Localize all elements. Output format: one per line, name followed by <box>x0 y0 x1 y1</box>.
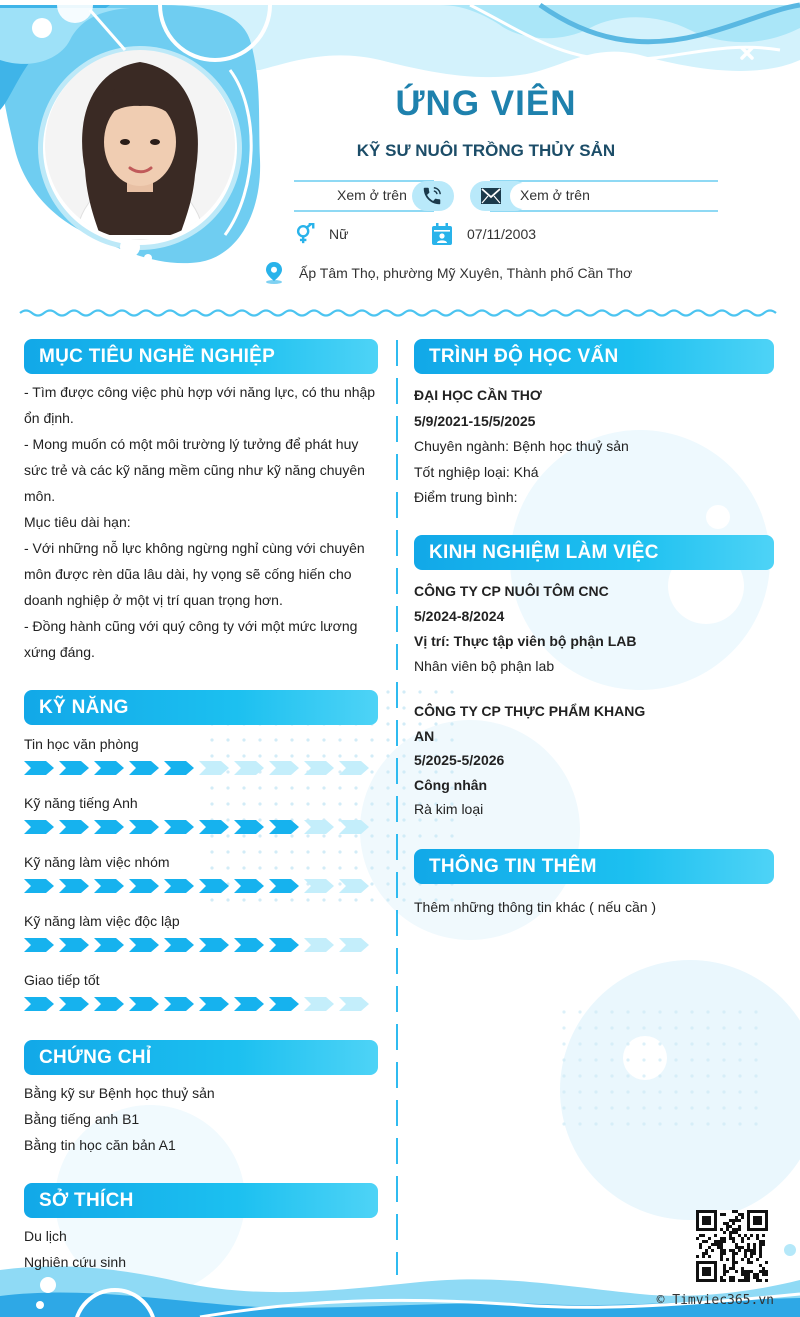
experience-job-1 <box>414 579 774 679</box>
phone-icon <box>421 185 443 207</box>
hobby-item: Du lịch <box>24 1228 67 1244</box>
career-goal-line: - Tìm được công việc phù hợp với năng lực, có thu nhập <box>24 384 376 400</box>
education-gpa: Điểm trung bình: <box>414 489 518 505</box>
certificates-text <box>24 1080 378 1158</box>
education-school: ĐẠI HỌC CẦN THƠ <box>414 387 542 403</box>
skill-chevron-filled <box>24 997 54 1011</box>
skill-chevron-filled <box>59 938 89 952</box>
email-value: Xem ở trên <box>520 187 590 203</box>
skill-chevron-filled <box>94 820 124 834</box>
avatar <box>45 50 235 240</box>
skill-chevron-filled <box>164 879 194 893</box>
skill-chevron-empty <box>304 761 334 775</box>
close-icon <box>738 44 756 120</box>
skill-chevron-filled <box>24 820 54 834</box>
skill-level-bar <box>24 761 378 777</box>
hobby-item: Nghiên cứu sinh <box>24 1254 126 1270</box>
skill-chevron-filled <box>234 938 264 952</box>
career-goal-line: - Với những nỗ lực không ngừng nghỉ cùng với chuyên <box>24 540 365 556</box>
skill-name: Giao tiếp tốt <box>24 972 100 988</box>
skill-chevron-filled <box>164 761 194 775</box>
job-description: Rà kim loại <box>414 801 484 817</box>
skill-chevron-filled <box>164 820 194 834</box>
skill-chevron-filled <box>59 820 89 834</box>
skill-chevron-filled <box>24 761 54 775</box>
skill-chevron-filled <box>164 997 194 1011</box>
skill-chevron-empty <box>339 997 369 1011</box>
address-row <box>264 262 632 284</box>
candidate-name: ỨNG VIÊN <box>395 84 577 123</box>
experience-job-2 <box>414 699 774 822</box>
extra-info-line: Thêm những thông tin khác ( nếu cần ) <box>414 899 657 915</box>
skill-chevron-empty <box>304 997 334 1011</box>
education-header: TRÌNH ĐỘ HỌC VẤN <box>414 339 774 374</box>
career-goal-line: môn. <box>24 488 56 504</box>
skill-chevron-filled <box>24 938 54 952</box>
certificates-header: CHỨNG CHỈ <box>24 1040 378 1075</box>
extra-info-header: THÔNG TIN THÊM <box>414 849 774 884</box>
education-period: 5/9/2021-15/5/2025 <box>414 412 536 429</box>
birthdate-value: 07/11/2003 <box>467 226 537 242</box>
career-goal-line: - Đồng hành cũng với quý công ty với một mức lương <box>24 618 358 634</box>
skill-chevron-filled <box>129 938 159 952</box>
skill-chevron-filled <box>59 761 89 775</box>
career-goal-header: MỤC TIÊU NGHỀ NGHIỆP <box>24 339 378 374</box>
career-goal-line: doanh nghiệp ở một vị trí quan trọng hơn. <box>24 592 283 608</box>
skill-level-bar <box>24 879 378 895</box>
skill-chevron-filled <box>94 879 124 893</box>
job-company: CÔNG TY CP THỰC PHẨM KHANG <box>414 703 646 719</box>
skill-chevron-empty <box>339 879 369 893</box>
column-divider <box>396 340 398 1275</box>
experience-header: KINH NGHIỆM LÀM VIỆC <box>414 535 774 570</box>
skill-chevron-empty <box>339 820 369 834</box>
skill-chevron-empty <box>269 761 299 775</box>
skill-chevron-empty <box>339 938 369 952</box>
certificate-item: Bằng tin học căn bản A1 <box>24 1137 176 1153</box>
education-text <box>414 383 774 511</box>
skill-chevron-filled <box>94 938 124 952</box>
skill-chevron-filled <box>59 879 89 893</box>
gender-value: Nữ <box>329 226 349 242</box>
skill-chevron-filled <box>59 997 89 1011</box>
career-goal-line: Mục tiêu dài hạn: <box>24 514 131 530</box>
skill-chevron-filled <box>199 997 229 1011</box>
close-icon-stack <box>738 44 756 125</box>
skill-chevron-filled <box>129 997 159 1011</box>
job-position: Công nhân <box>414 776 488 793</box>
career-goal-line: ổn định. <box>24 410 74 426</box>
skill-chevron-filled <box>129 761 159 775</box>
skill-chevron-filled <box>269 820 299 834</box>
skill-level-bar <box>24 938 378 954</box>
certificate-item: Bằng tiếng anh B1 <box>24 1111 140 1127</box>
extra-info-text <box>414 894 774 920</box>
career-goal-line: xứng đáng. <box>24 644 95 660</box>
skill-chevron-empty <box>304 820 334 834</box>
skill-chevron-filled <box>199 938 229 952</box>
skills-header: KỸ NĂNG <box>24 690 378 725</box>
skill-chevron-filled <box>94 997 124 1011</box>
job-position: Vị trí: Thực tập viên bộ phận LAB <box>414 633 637 649</box>
hobbies-text <box>24 1223 378 1275</box>
skill-item <box>24 911 378 954</box>
skill-item <box>24 852 378 895</box>
skill-chevron-filled <box>269 997 299 1011</box>
skill-chevron-filled <box>199 820 229 834</box>
skill-name: Tin học văn phòng <box>24 736 139 752</box>
career-goal-line: môn được rèn dũa lâu dài, hy vọng sẽ cống hiến cho <box>24 566 352 582</box>
skill-chevron-filled <box>94 761 124 775</box>
career-goal-line: sức trẻ và các kỹ năng mềm cũng như kỹ năng chuyên <box>24 462 365 478</box>
skill-chevron-empty <box>339 761 369 775</box>
skill-chevron-empty <box>234 761 264 775</box>
avatar-portrait <box>45 50 235 240</box>
career-goal-text <box>24 379 378 665</box>
skill-chevron-filled <box>199 879 229 893</box>
job-company: CÔNG TY CP NUÔI TÔM CNC <box>414 583 609 599</box>
email-pill-frame <box>470 180 718 212</box>
gender-row <box>294 223 348 245</box>
email-field[interactable] <box>470 180 718 210</box>
qr-code[interactable] <box>696 1210 768 1282</box>
phone-field[interactable] <box>294 180 454 210</box>
skill-chevron-filled <box>234 997 264 1011</box>
education-rank: Tốt nghiệp loại: Khá <box>414 463 539 480</box>
skill-chevron-filled <box>234 820 264 834</box>
career-goal-line: - Mong muốn có một môi trường lý tưởng để phát huy <box>24 436 359 452</box>
skill-chevron-filled <box>129 820 159 834</box>
location-pin-icon <box>264 262 284 284</box>
skill-item <box>24 970 378 1013</box>
job-title: KỸ SƯ NUÔI TRỒNG THỦY SẢN <box>356 141 616 160</box>
education-major: Chuyên ngành: Bệnh học thuỷ sản <box>414 438 629 454</box>
certificate-item: Bằng kỹ sư Bệnh học thuỷ sản <box>24 1085 215 1101</box>
calendar-icon <box>432 223 452 245</box>
phone-value: Xem ở trên <box>337 187 407 203</box>
address-value: Ấp Tâm Thọ, phường Mỹ Xuyên, Thành phố Cần Thơ <box>299 265 633 281</box>
skill-chevron-filled <box>269 879 299 893</box>
job-description: Nhân viên bộ phận lab <box>414 658 555 674</box>
skill-name: Kỹ năng làm việc độc lập <box>24 913 180 929</box>
envelope-icon <box>481 188 501 204</box>
skill-level-bar <box>24 997 378 1013</box>
skill-name: Kỹ năng làm việc nhóm <box>24 854 170 870</box>
skill-chevron-filled <box>24 879 54 893</box>
skill-item <box>24 734 378 777</box>
skill-chevron-filled <box>129 879 159 893</box>
skill-chevron-empty <box>304 938 334 952</box>
hobbies-header: SỞ THÍCH <box>24 1183 378 1218</box>
skill-level-bar <box>24 820 378 836</box>
skill-chevron-empty <box>304 879 334 893</box>
skill-chevron-filled <box>269 938 299 952</box>
job-company-continued: AN <box>414 727 435 744</box>
gender-icon <box>294 223 316 245</box>
skill-chevron-filled <box>234 879 264 893</box>
job-period: 5/2025-5/2026 <box>414 752 505 768</box>
job-period: 5/2024-8/2024 <box>414 608 505 624</box>
copyright-text: © Timviec365.vn <box>656 1293 774 1308</box>
skill-item <box>24 793 378 836</box>
skill-chevron-empty <box>199 761 229 775</box>
skill-chevron-filled <box>164 938 194 952</box>
birthdate-row <box>432 223 536 245</box>
skill-name: Kỹ năng tiếng Anh <box>24 795 138 811</box>
